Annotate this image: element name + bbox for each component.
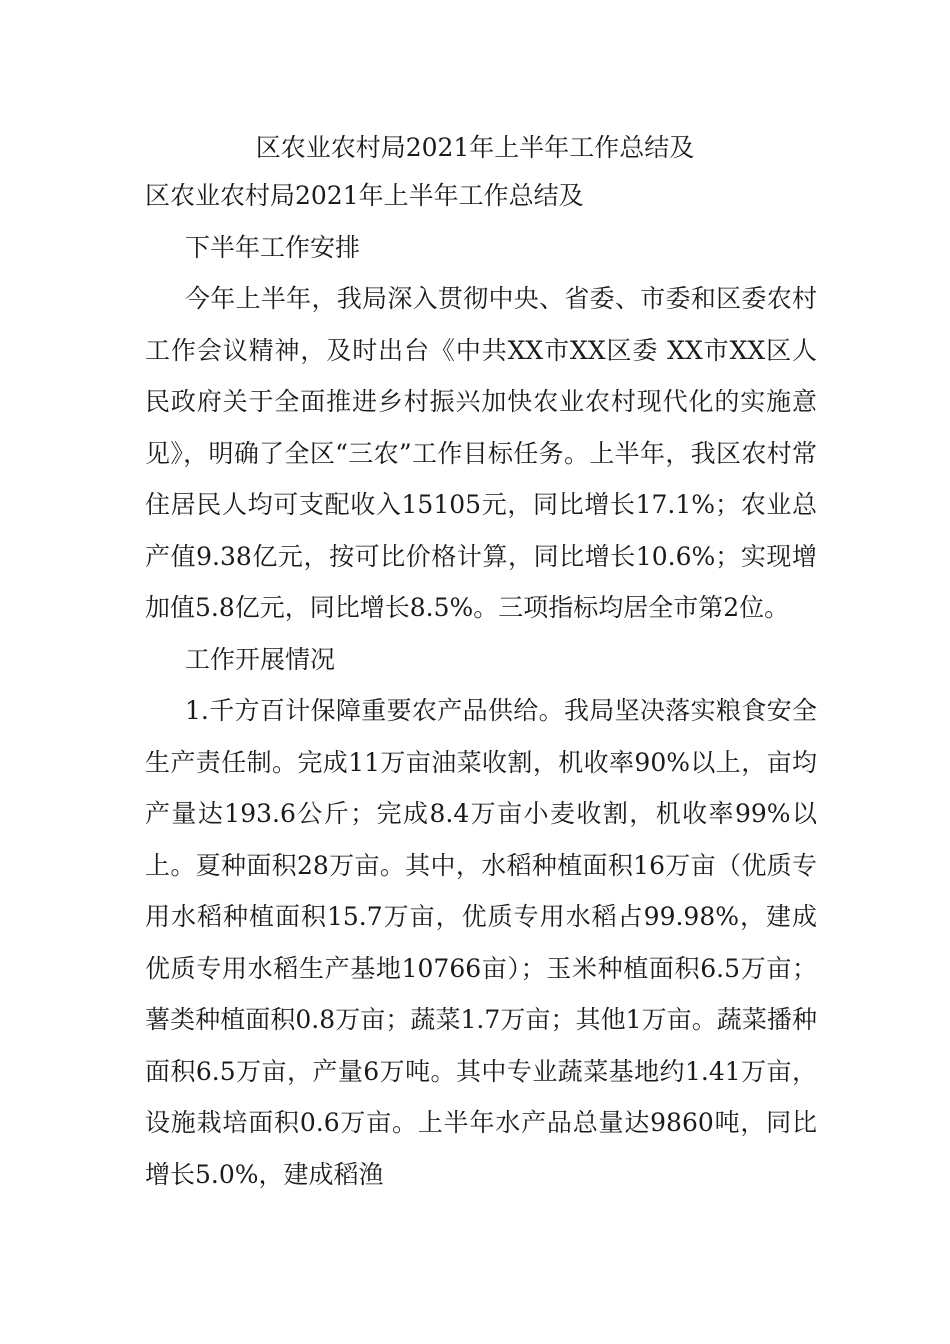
- document-body: [145, 170, 817, 1200]
- document-title: 区农业农村局2021年上半年工作总结及: [255, 133, 695, 162]
- body-paragraph-overview: 今年上半年，我局深入贯彻中央、省委、市委和区委农村工作会议精神，及时出台《中共XX市XX区委 XX市XX区人民政府关于全面推进乡村振兴加快农业农村现代化的实施意见》，明确了全区“三农”工作目标任务。上半年，我区农村常住居民人均可支配收入15105元，同比增长17.1%；农业总产值9.38亿元，按可比价格计算，同比增长10.6%；实现增加值5.8亿元，同比增长8.5%。三项指标均居全市第2位。: [145, 284, 817, 622]
- section-heading-work-progress: 工作开展情况: [185, 644, 336, 674]
- body-paragraph-subtitle: 下半年工作安排: [185, 232, 361, 262]
- body-paragraph-item-1: 1.千方百计保障重要农产品供给。我局坚决落实粮食安全生产责任制。完成11万亩油菜收割，机收率90%以上，亩均产量达193.6公斤；完成8.4万亩小麦收割，机收率99%以上。夏种面积28万亩。其中，水稻种植面积16万亩（优质专用水稻种植面积15.7万亩，优质专用水稻占99.98%，建成优质专用水稻生产基地10766亩）；玉米种植面积6.5万亩；薯类种植面积0.8万亩；蔬菜1.7万亩；其他1万亩。蔬菜播种面积6.5万亩，产量6万吨。其中专业蔬菜基地约1.41万亩，设施栽培面积0.6万亩。上半年水产品总量达9860吨，同比增长5.0%，建成稻渔: [145, 696, 817, 1189]
- body-paragraph-title-line: 区农业农村局2021年上半年工作总结及: [145, 181, 584, 210]
